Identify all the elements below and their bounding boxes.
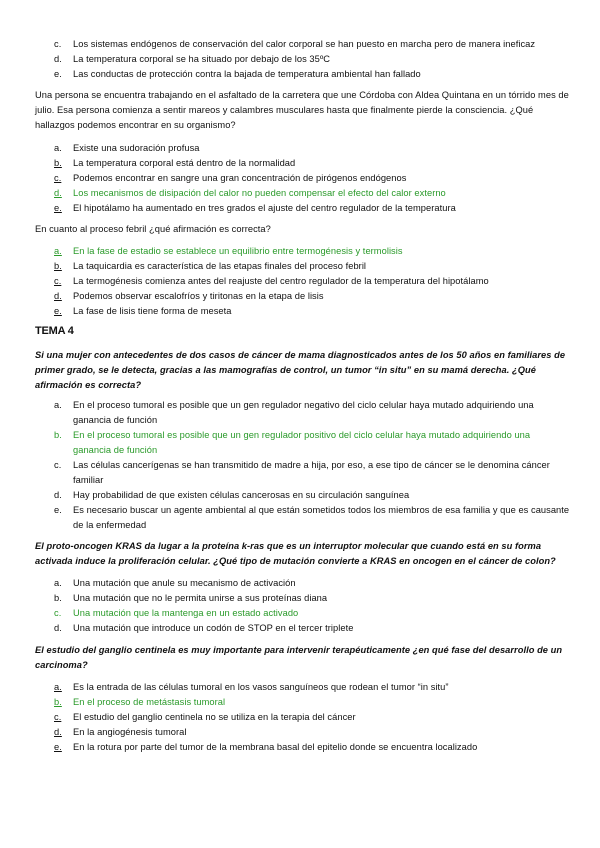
question-text: En cuanto al proceso febril ¿qué afirmación es correcta? <box>35 224 271 234</box>
answer-list-6 <box>35 680 570 755</box>
answer-item: a. Existe una sudoración profusa <box>54 143 200 153</box>
answer-item: d. Podemos observar escalofríos y tiritonas en la etapa de lisis <box>54 291 324 301</box>
answer-item-correct: d. Los mecanismos de disipación del calor no pueden compensar el efecto del calor externo <box>54 188 446 198</box>
answer-item-correct: a. En la fase de estadio se establece un equilibrio entre termogénesis y termolisis <box>54 246 403 256</box>
question-block-kras <box>35 539 570 569</box>
question-block-fever <box>35 222 570 237</box>
question-block-breast-cancer <box>35 348 570 393</box>
answer-list-1 <box>35 37 570 82</box>
answer-item: c. El estudio del ganglio centinela no se utiliza en la terapia del cáncer <box>54 712 356 722</box>
answer-item: e. Es necesario buscar un agente ambiental al que están sometidos todos los miembros de esa familia y que es causante de la enfermedad <box>54 505 570 530</box>
answer-list-3 <box>35 244 570 319</box>
answer-item: b. La taquicardia es característica de las etapas finales del proceso febril <box>54 261 367 271</box>
question-text: El proto-oncogen KRAS da lugar a la proteína k-ras que es un interruptor molecular que cuando está en su forma activada induce la proliferación celular. ¿Qué tipo de mutación convierte a KRAS en oncogen en el cáncer de colon? <box>35 541 556 566</box>
answer-list-2 <box>35 141 570 216</box>
section-heading: TEMA 4 <box>35 325 74 337</box>
answer-item: a. Es la entrada de las células tumoral en los vasos sanguíneos que rodean el tumor “in situ” <box>54 682 449 692</box>
answer-item: d. La temperatura corporal se ha situado por debajo de los 35ºC <box>54 54 331 64</box>
answer-item: c. Podemos encontrar en sangre una gran concentración de pirógenos endógenos <box>54 173 407 183</box>
answer-item-correct: b. En el proceso tumoral es posible que un gen regulador positivo del ciclo celular haya mutado adquiriendo una ganancia de función <box>54 430 531 455</box>
answer-item: c. Las células cancerígenas se han transmitido de madre a hija, por eso, a ese tipo de cáncer se le denomina cáncer familiar <box>54 460 550 485</box>
answer-item: e. Las conductas de protección contra la bajada de temperatura ambiental han fallado <box>54 69 421 79</box>
question-text: Una persona se encuentra trabajando en el asfaltado de la carretera que une Córdoba con Aldea Quintana en un tórrido mes de julio. Esa persona comienza a sentir mareos y calambres musculares hasta que finalmente pierde la consciencia. ¿Qué hallazgos podemos encontrar en su organismo? <box>35 90 569 130</box>
answer-item-correct: c. Una mutación que la mantenga en un estado activado <box>54 608 299 618</box>
answer-item-correct: b. En el proceso de metástasis tumoral <box>54 697 226 707</box>
answer-item: c. Los sistemas endógenos de conservación del calor corporal se han puesto en marcha pero de manera ineficaz <box>54 39 536 49</box>
answer-item: d. Hay probabilidad de que existen células cancerosas en su circulación sanguínea <box>54 490 410 500</box>
answer-item: b. Una mutación que no le permita unirse a sus proteínas diana <box>54 593 328 603</box>
question-text: Si una mujer con antecedentes de dos casos de cáncer de mama diagnosticados antes de los 50 años en familiares de primer grado, se le detecta, gracias a las mamografías de control, un tumor “in situ” en su mamá derecha. ¿Qué afirmación es correcta? <box>35 350 566 390</box>
answer-item: d. Una mutación que introduce un codón de STOP en el tercer triplete <box>54 623 354 633</box>
answer-item: a. En el proceso tumoral es posible que un gen regulador negativo del ciclo celular haya mutado adquiriendo una ganancia de función <box>54 400 534 425</box>
answer-item: d. En la angiogénesis tumoral <box>54 727 187 737</box>
answer-list-5 <box>35 576 570 636</box>
answer-item: e. La fase de lisis tiene forma de meseta <box>54 306 232 316</box>
answer-item: e. En la rotura por parte del tumor de la membrana basal del epitelio donde se encuentra localizado <box>54 742 478 752</box>
answer-item: e. El hipotálamo ha aumentado en tres grados el ajuste del centro regulador de la temperatura <box>54 203 456 213</box>
question-block-sentinel-node <box>35 643 570 673</box>
answer-item: a. Una mutación que anule su mecanismo de activación <box>54 578 296 588</box>
question-block-heat <box>35 88 570 133</box>
answer-list-4 <box>35 398 570 533</box>
answer-item: c. La termogénesis comienza antes del reajuste del centro regulador de la temperatura del hipotálamo <box>54 276 489 286</box>
answer-item: b. La temperatura corporal está dentro de la normalidad <box>54 158 296 168</box>
question-text: El estudio del ganglio centinela es muy importante para intervenir terapéuticamente ¿en qué fase del desarrollo de un carcinoma? <box>35 645 563 670</box>
